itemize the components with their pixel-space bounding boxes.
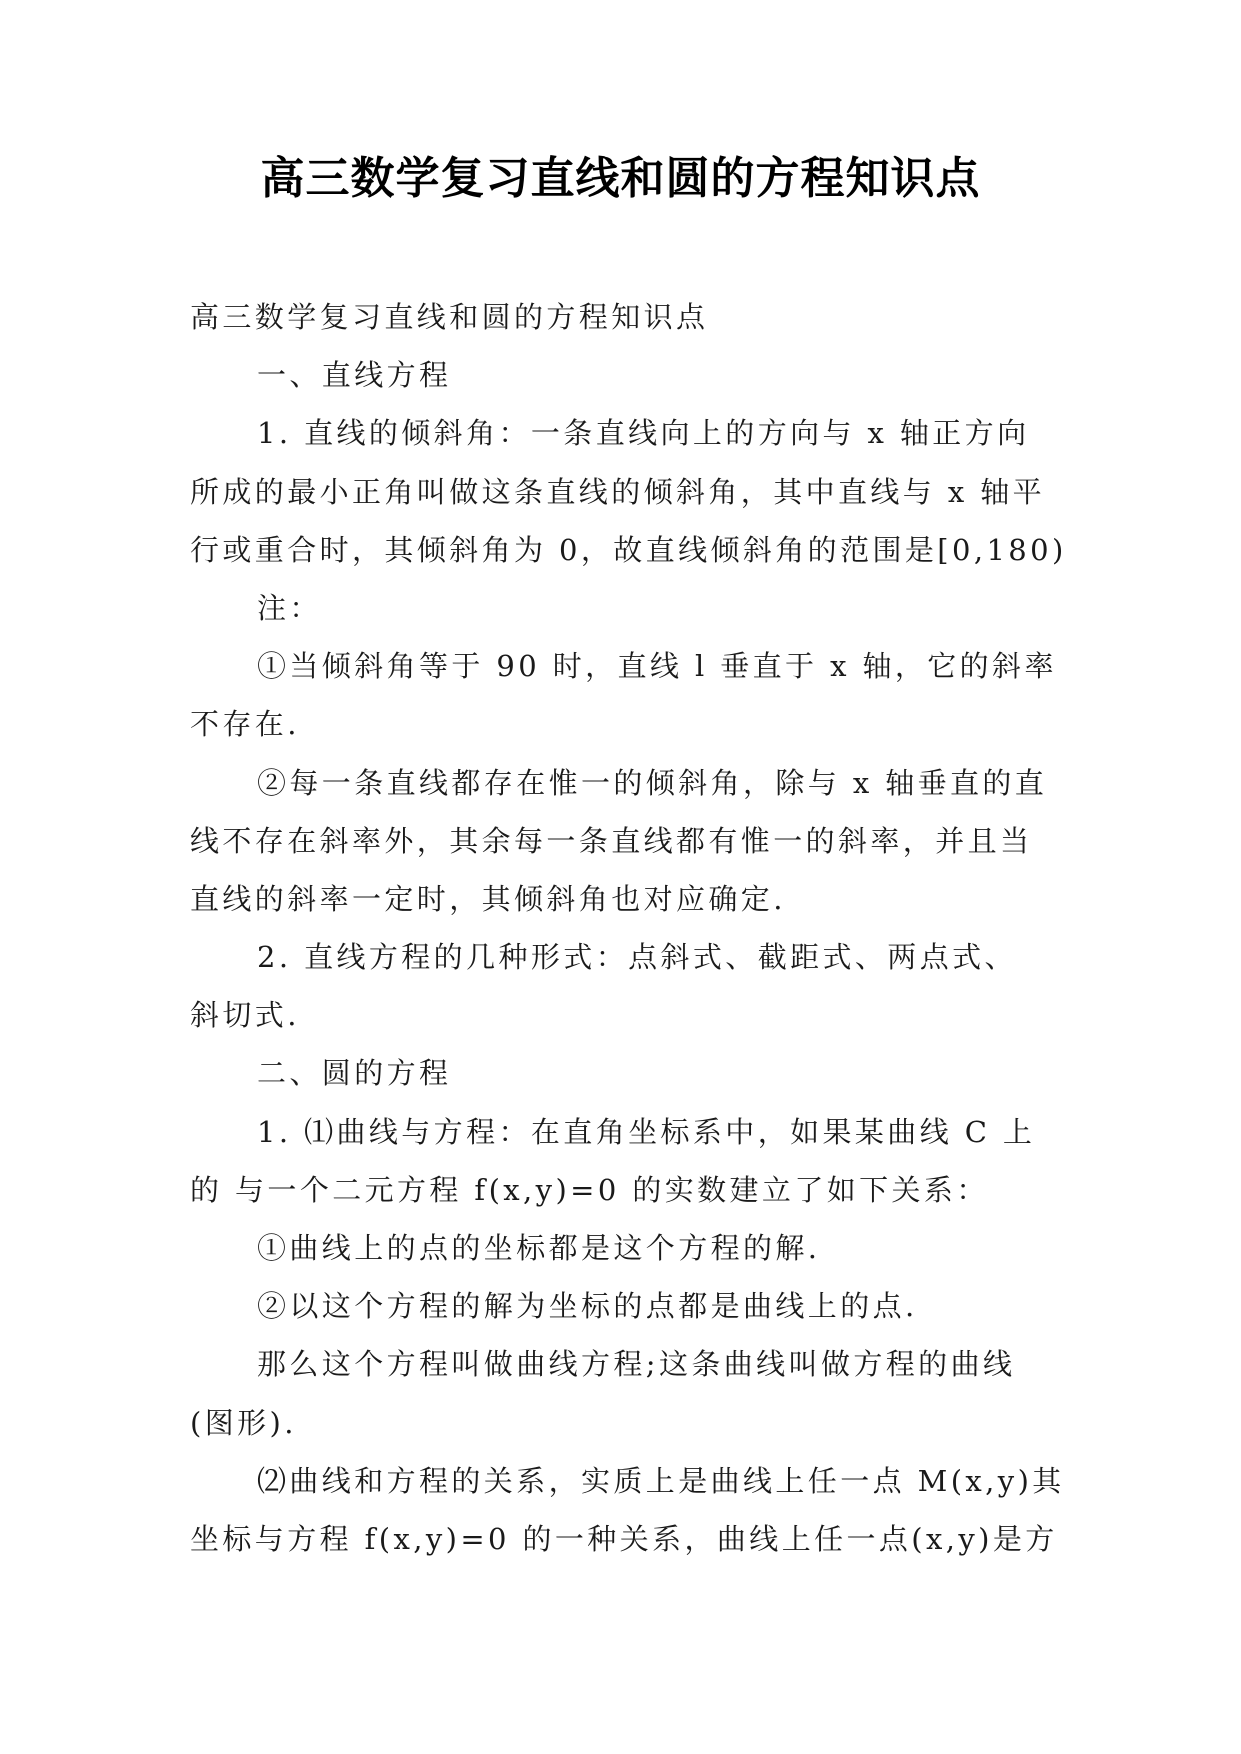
text-line: 一、直线方程 (257, 358, 452, 393)
document-title: 高三数学复习直线和圆的方程知识点 (260, 153, 981, 204)
text-line: 高三数学复习直线和圆的方程知识点 (190, 300, 709, 334)
text-line: ②以这个方程的解为坐标的点都是曲线上的点. (257, 1289, 918, 1324)
text-line: ①曲线上的点的坐标都是这个方程的解. (257, 1231, 821, 1265)
text-line: ①当倾斜角等于 90 时，直线 l 垂直于 x 轴，它的斜率 (257, 649, 1057, 684)
text-line: 二、圆的方程 (257, 1056, 452, 1091)
text-line: 的 与一个二元方程 f(x,y)=0 的实数建立了如下关系： (190, 1172, 989, 1207)
text-line: 不存在. (190, 707, 300, 742)
text-line: 斜切式. (190, 998, 300, 1033)
text-line: 坐标与方程 f(x,y)=0 的一种关系，曲线上任一点(x,y)是方 (190, 1521, 1058, 1556)
text-line: 直线的斜率一定时，其倾斜角也对应确定. (190, 881, 786, 916)
text-line: ⑵曲线和方程的关系，实质上是曲线上任一点 M(x,y)其 (257, 1463, 1065, 1498)
document-body (190, 288, 1068, 1568)
text-line: ②每一条直线都存在惟一的倾斜角，除与 x 轴垂直的直 (257, 765, 1048, 800)
text-line: 注： (257, 590, 322, 625)
text-line: 所成的最小正角叫做这条直线的倾斜角，其中直线与 x 轴平 (190, 474, 1045, 509)
text-line: 行或重合时，其倾斜角为 0，故直线倾斜角的范围是[0,180) (190, 532, 1067, 567)
text-line: (图形). (190, 1405, 297, 1440)
text-line: 2. 直线方程的几种形式：点斜式、截距式、两点式、 (257, 940, 1017, 975)
text-line: 那么这个方程叫做曲线方程;这条曲线叫做方程的曲线 (257, 1347, 1016, 1382)
text-line: 1. ⑴曲线与方程：在直角坐标系中，如果某曲线 C 上 (257, 1114, 1036, 1149)
text-line: 线不存在斜率外，其余每一条直线都有惟一的斜率，并且当 (190, 823, 1033, 858)
text-line: 1. 直线的倾斜角：一条直线向上的方向与 x 轴正方向 (257, 416, 1030, 451)
